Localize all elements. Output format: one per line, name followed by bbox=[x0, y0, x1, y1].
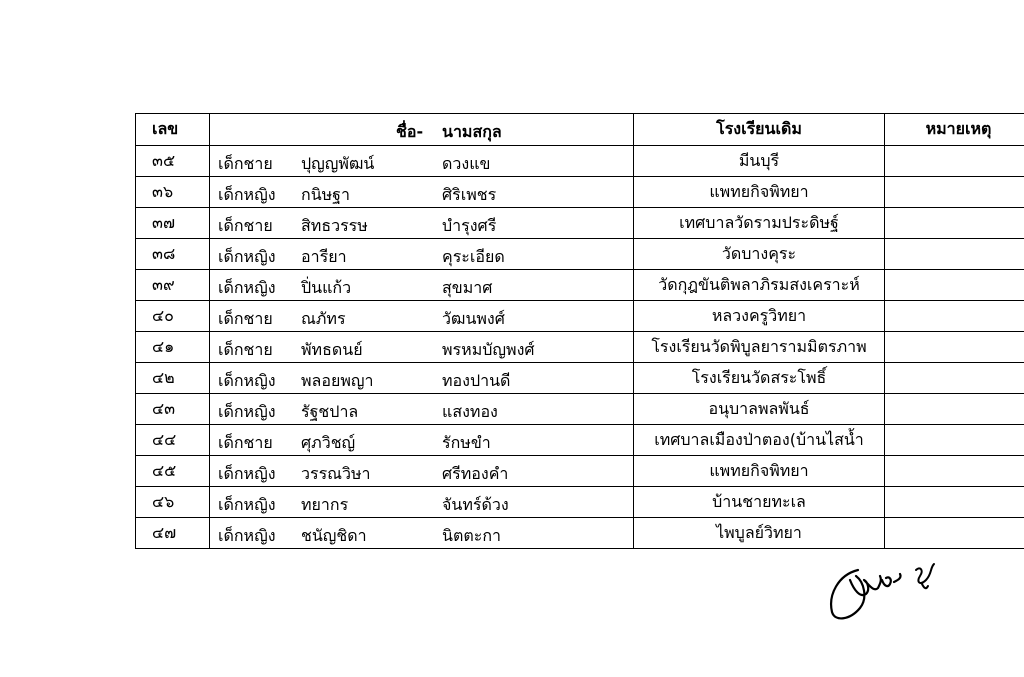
header-school: โรงเรียนเดิม bbox=[634, 114, 885, 146]
cell-note bbox=[885, 270, 1024, 301]
cell-school: เทศบาลเมืองป่าตอง(บ้านไสน้ำ bbox=[634, 425, 885, 456]
cell-name bbox=[210, 208, 634, 239]
cell-school: บ้านชายทะเล bbox=[634, 487, 885, 518]
header-last-name: นามสกุล bbox=[442, 122, 502, 141]
cell-last-name: พรหมบัญพงศ์ bbox=[442, 340, 535, 359]
cell-note bbox=[885, 239, 1024, 270]
table-row bbox=[136, 456, 1024, 487]
cell-last-name: จันทร์ด้วง bbox=[442, 495, 509, 514]
cell-first-name: พลอยพญา bbox=[301, 371, 374, 390]
cell-school: แพทยกิจพิทยา bbox=[634, 456, 885, 487]
cell-school: แพทยกิจพิทยา bbox=[634, 177, 885, 208]
cell-prefix: เด็กหญิง bbox=[218, 526, 276, 545]
cell-school: มีนบุรี bbox=[634, 146, 885, 177]
cell-name bbox=[210, 177, 634, 208]
cell-note bbox=[885, 487, 1024, 518]
cell-name bbox=[210, 146, 634, 177]
cell-first-name: ศุภวิชญ์ bbox=[301, 433, 356, 452]
cell-name bbox=[210, 425, 634, 456]
table-header-row bbox=[136, 114, 1024, 146]
header-name bbox=[210, 114, 634, 146]
cell-first-name: สิทธวรรษ bbox=[301, 216, 368, 235]
cell-first-name: รัฐชปาล bbox=[301, 402, 359, 421]
cell-note bbox=[885, 456, 1024, 487]
cell-prefix: เด็กหญิง bbox=[218, 371, 276, 390]
cell-school: หลวงครูวิทยา bbox=[634, 301, 885, 332]
header-note: หมายเหตุ bbox=[885, 114, 1024, 146]
cell-first-name: กนิษฐา bbox=[301, 185, 350, 204]
cell-prefix: เด็กหญิง bbox=[218, 247, 276, 266]
cell-note bbox=[885, 177, 1024, 208]
cell-note bbox=[885, 146, 1024, 177]
cell-number: ๔๓ bbox=[136, 394, 210, 425]
table-row bbox=[136, 301, 1024, 332]
table-row bbox=[136, 270, 1024, 301]
table-row bbox=[136, 363, 1024, 394]
cell-prefix: เด็กชาย bbox=[218, 433, 273, 452]
cell-name bbox=[210, 270, 634, 301]
cell-name bbox=[210, 332, 634, 363]
cell-note bbox=[885, 301, 1024, 332]
cell-last-name: บำรุงศรี bbox=[442, 216, 497, 235]
cell-number: ๔๔ bbox=[136, 425, 210, 456]
cell-name bbox=[210, 394, 634, 425]
cell-number: ๔๐ bbox=[136, 301, 210, 332]
cell-school: อนุบาลพลพันธ์ bbox=[634, 394, 885, 425]
cell-school: โรงเรียนวัดพิบูลยารามมิตรภาพ bbox=[634, 332, 885, 363]
cell-first-name: ปุญญพัฒน์ bbox=[301, 154, 375, 173]
cell-last-name: ศิริเพชร bbox=[442, 185, 497, 204]
cell-number: ๔๑ bbox=[136, 332, 210, 363]
cell-prefix: เด็กหญิง bbox=[218, 185, 276, 204]
cell-number: ๓๗ bbox=[136, 208, 210, 239]
cell-number: ๔๗ bbox=[136, 518, 210, 549]
cell-note bbox=[885, 332, 1024, 363]
cell-note bbox=[885, 208, 1024, 239]
cell-last-name: แสงทอง bbox=[442, 402, 498, 421]
cell-first-name: ณภัทร bbox=[301, 309, 346, 328]
table-row bbox=[136, 239, 1024, 270]
cell-first-name: ปิ่นแก้ว bbox=[301, 278, 352, 297]
cell-number: ๓๖ bbox=[136, 177, 210, 208]
cell-school: เทศบาลวัดรามประดิษฐ์ bbox=[634, 208, 885, 239]
cell-first-name: อารียา bbox=[301, 247, 347, 266]
cell-prefix: เด็กหญิง bbox=[218, 464, 276, 483]
cell-name bbox=[210, 239, 634, 270]
cell-first-name: วรรณวิษา bbox=[301, 464, 371, 483]
table-row bbox=[136, 177, 1024, 208]
table-row bbox=[136, 487, 1024, 518]
cell-name bbox=[210, 456, 634, 487]
cell-prefix: เด็กชาย bbox=[218, 216, 273, 235]
cell-prefix: เด็กชาย bbox=[218, 340, 273, 359]
cell-last-name: ศรีทองคำ bbox=[442, 464, 509, 483]
table-row bbox=[136, 332, 1024, 363]
cell-last-name: นิตตะกา bbox=[442, 526, 501, 545]
cell-note bbox=[885, 394, 1024, 425]
cell-first-name: ชนัญชิดา bbox=[301, 526, 367, 545]
cell-number: ๔๕ bbox=[136, 456, 210, 487]
cell-school: ไพบูลย์วิทยา bbox=[634, 518, 885, 549]
cell-first-name: ทยากร bbox=[301, 495, 349, 514]
cell-number: ๓๕ bbox=[136, 146, 210, 177]
cell-number: ๔๖ bbox=[136, 487, 210, 518]
cell-note bbox=[885, 363, 1024, 394]
cell-prefix: เด็กหญิง bbox=[218, 495, 276, 514]
cell-name bbox=[210, 487, 634, 518]
header-first-name: ชื่อ- bbox=[396, 122, 424, 141]
cell-name bbox=[210, 301, 634, 332]
table-row bbox=[136, 425, 1024, 456]
student-table bbox=[135, 113, 1024, 549]
cell-last-name: สุขมาศ bbox=[442, 278, 493, 297]
cell-last-name: วัฒนพงศ์ bbox=[442, 309, 505, 328]
cell-note bbox=[885, 425, 1024, 456]
cell-number: ๔๒ bbox=[136, 363, 210, 394]
table-row bbox=[136, 208, 1024, 239]
table-row bbox=[136, 394, 1024, 425]
cell-school: วัดบางคุระ bbox=[634, 239, 885, 270]
table-row bbox=[136, 146, 1024, 177]
header-number: เลข bbox=[136, 114, 210, 146]
cell-number: ๓๙ bbox=[136, 270, 210, 301]
cell-first-name: พัทธดนย์ bbox=[301, 340, 363, 359]
cell-number: ๓๘ bbox=[136, 239, 210, 270]
cell-name bbox=[210, 363, 634, 394]
cell-prefix: เด็กหญิง bbox=[218, 278, 276, 297]
cell-last-name: คุระเอียด bbox=[442, 247, 505, 266]
cell-prefix: เด็กหญิง bbox=[218, 402, 276, 421]
cell-school: โรงเรียนวัดสระโพธิ์ bbox=[634, 363, 885, 394]
cell-name bbox=[210, 518, 634, 549]
cell-school: วัดกุฎขันติพลาภิรมสงเคราะห์ bbox=[634, 270, 885, 301]
signature bbox=[820, 540, 955, 625]
cell-last-name: ทองปานดี bbox=[442, 371, 511, 390]
cell-prefix: เด็กชาย bbox=[218, 154, 273, 173]
cell-prefix: เด็กชาย bbox=[218, 309, 273, 328]
cell-last-name: รักษขำ bbox=[442, 433, 491, 452]
cell-last-name: ดวงแข bbox=[442, 154, 491, 173]
